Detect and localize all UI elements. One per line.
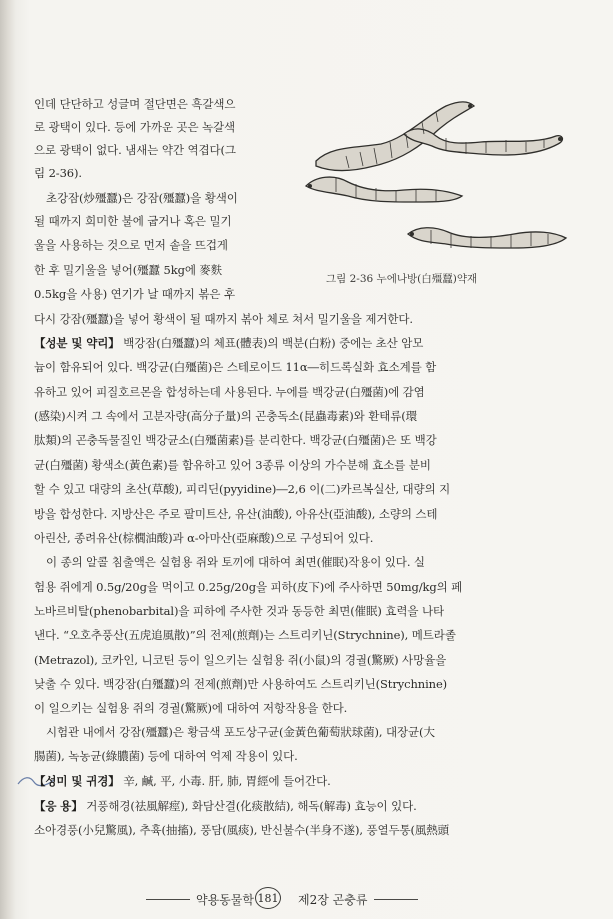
- section-heading-components: 【성분 및 약리】: [34, 336, 120, 350]
- body-line: 노바르비탈(phenobarbital)을 피하에 주사한 것과 동등한 최면(催眠) 효력을 나타: [34, 604, 444, 618]
- body-line: 백강잠(白殭蠶)의 체표(體表)의 백분(白粉) 중에는 초산 암모: [123, 336, 424, 350]
- body-line: (感染)시켜 그 속에서 고분자량(高分子量)의 곤충독소(昆蟲毒素)와 환태류(環: [34, 409, 418, 423]
- body-line: 소아경풍(小兒驚風), 추휵(抽搐), 풍담(風痰), 반신불수(半身不遂), 풍열두통(風熱頭: [34, 823, 450, 837]
- body-line: 유하고 있어 피질호르몬을 합성하는데 사용된다. 누에를 백강균(白殭菌)에 감염: [34, 385, 425, 399]
- intro-line: 0.5kg을 사용) 연기가 날 때까지 볶은 후: [34, 287, 235, 301]
- footer-rule: [374, 899, 418, 900]
- silkworm-drawing: [316, 102, 474, 171]
- body-line: 이 종의 알콜 침출액은 실험용 쥐와 토끼에 대하여 최면(催眠)작용이 있다. 실: [46, 555, 425, 569]
- footer-rule: [146, 899, 190, 900]
- body-line: 늄이 함유되어 있다. 백강균(白殭菌)은 스테로이드 11α―히드록실화 효소계를 함: [34, 360, 437, 374]
- footer-chapter: 제2장 곤충류: [298, 893, 368, 907]
- silkworm-drawing: [306, 177, 462, 202]
- body-line: 시험관 내에서 강잠(殭蠶)은 황금색 포도상구균(金黃色葡萄狀球菌), 대장균(大: [46, 725, 435, 739]
- section-paragraph: [34, 335, 574, 351]
- body-line: 腸菌), 녹농균(綠膿菌) 등에 대하여 억제 작용이 있다.: [34, 749, 298, 763]
- intro-line: 될 때까지 희미한 불에 굽거나 혹은 밀기: [34, 214, 232, 228]
- body-line: 할 수 있고 대량의 초산(草酸), 피리딘(pyyidine)―2,6 이(二)카르복실산, 대량의 지: [34, 482, 451, 496]
- body-line: 방을 합성한다. 지방산은 주로 팔미트산, 유산(油酸), 아유산(亞油酸), 소량의 스테: [34, 507, 438, 521]
- section-heading-application: 【응 용】: [34, 799, 83, 813]
- body-line: (Metrazol), 코카인, 니코틴 등이 일으키는 실험용 쥐(小鼠)의 경궐(驚厥) 사망율을: [34, 653, 447, 667]
- body-line: 거풍해경(祛風解痙), 화담산결(化痰散結), 해독(解毒) 효능이 있다.: [86, 799, 417, 813]
- body-line: 낮출 수 있다. 백강잠(白殭蠶)의 전제(煎劑)만 사용하여도 스트리키닌(Strychnine): [34, 677, 448, 691]
- silkworm-drawing: [404, 129, 562, 155]
- intro-line: 림 2-36).: [34, 166, 82, 180]
- body-line: 이 일으키는 실험용 쥐의 경궐(驚厥)에 대하여 저항작용을 한다.: [34, 701, 348, 715]
- page-number: 181: [255, 887, 281, 909]
- section-paragraph: [34, 773, 574, 789]
- body-line: 낸다. “오호추풍산(五虎追風散)”의 전제(煎劑)는 스트리키닌(Strychnine), 메트라졸: [34, 628, 456, 642]
- section-heading-taste: 【성미 및 귀경】: [34, 774, 120, 788]
- silkworm-figure: [286, 86, 576, 301]
- silkworm-drawing: [408, 228, 566, 248]
- section-paragraph: [34, 798, 574, 814]
- page-footer: [0, 887, 613, 913]
- footer-book-title: 약용동물학: [196, 893, 254, 907]
- intro-line: 로 광택이 있다. 등에 가까운 곳은 녹갈색: [34, 120, 236, 134]
- body-line: 辛, 鹹, 平, 小毒. 肝, 肺, 胃經에 들어간다.: [123, 774, 331, 788]
- intro-line: 울을 사용하는 것으로 먼저 솥을 뜨겁게: [34, 238, 228, 252]
- intro-line: 인데 단단하고 성글며 절단면은 흑갈색으: [34, 97, 236, 111]
- body-line: 험용 쥐에게 0.5g/20g을 먹이고 0.25g/20g을 피하(皮下)에 주사하면 50mg/kg의 페: [34, 580, 463, 594]
- body-line: 균(白殭菌) 황색소(黃色素)를 함유하고 있어 3종류 이상의 가수분해 효소를 분비: [34, 458, 431, 472]
- body-line: 肽類)의 곤충독물질인 백강균소(白殭菌素)를 분리한다. 백강균(白殭菌)은 또 백강: [34, 433, 437, 447]
- figure-caption: 그림 2-36 누에나방(白殭蠶)약재: [326, 273, 478, 285]
- body-line: 아린산, 종려유산(棕櫚油酸)과 α-아마산(亞麻酸)으로 구성되어 있다.: [34, 531, 374, 545]
- intro-line: 초강잠(炒殭蠶)은 강잠(殭蠶)을 황색이: [46, 191, 238, 205]
- intro-line: 한 후 밀기울을 넣어(殭蠶 5kg에 麥麩: [34, 263, 223, 277]
- intro-line: 으로 광택이 없다. 냄새는 약간 역겹다(그: [34, 143, 236, 157]
- body-line: 다시 강잠(殭蠶)을 넣어 황색이 될 때까지 볶아 체로 쳐서 밀기울을 제거한다.: [34, 312, 413, 326]
